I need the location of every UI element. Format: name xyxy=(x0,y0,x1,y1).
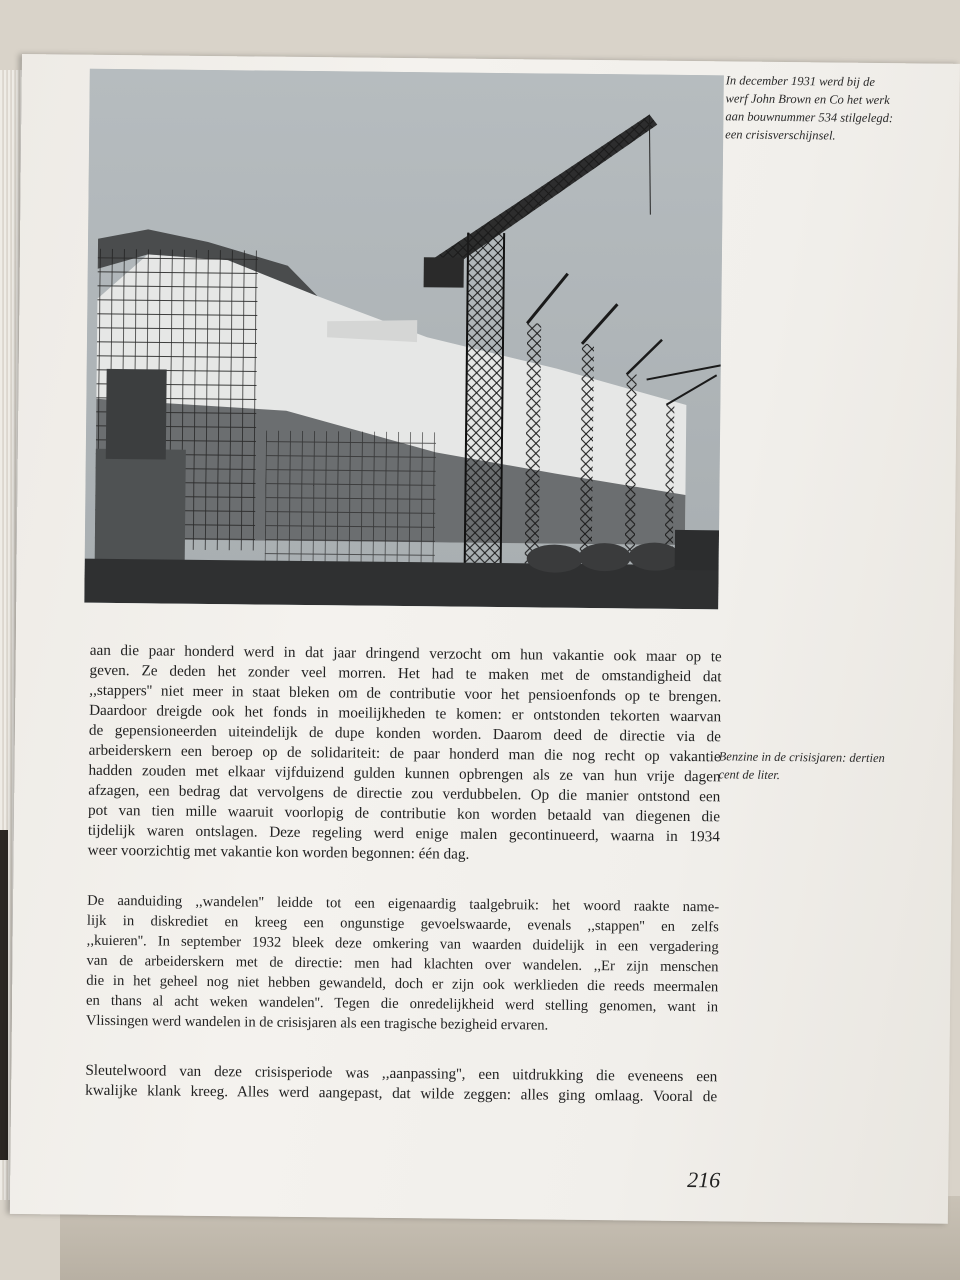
paragraph-vakantie xyxy=(88,641,722,868)
shipyard-photo xyxy=(84,69,724,610)
book-page xyxy=(10,54,960,1224)
text-line: tijdelijk waren ontslagen. Deze regeling werd enige malen gecontinueerd, waarna in 1934 xyxy=(87,821,720,846)
text-line: pot van tien mille waaruit voorlopig de contributie kon worden betaald van diegenen die xyxy=(87,801,721,826)
caption-line: werf John Brown en Co het werk xyxy=(725,91,890,108)
book-cover-edge xyxy=(0,830,8,1160)
text-line: afzagen, een bedrag dat vervolgens de directie zou verdubbelen. Op die manier ontstond een xyxy=(88,781,721,806)
caption-line: cent de liter. xyxy=(718,767,781,782)
side-caption xyxy=(718,747,948,785)
paragraph-wandelen xyxy=(86,891,719,1038)
text-line: hadden zouden met elkaar vijfduizend gulden kunnen opbrengen als ze van hun vrije dagen xyxy=(88,761,721,786)
caption-line: In december 1931 werd bij de xyxy=(725,73,875,89)
text-line: Vlissingen werd wandelen in de crisisjaren als een tragische bezigheid ervaren. xyxy=(85,1012,549,1034)
text-line: lijk in diskrediet en kreeg een ongunstige gevoelswaarde, evenals ,,stappen'' en zelfs xyxy=(86,912,719,936)
text-line: die in het geheel nog niet hebben gewandeld, doch er zijn ook werklieden die reeds meermalen xyxy=(86,972,719,996)
text-line: kwalijke klank kreeg. Alles werd aangepast, dat wilde zeggen: alles ging omlaag. Vooral de xyxy=(85,1081,718,1106)
text-line: Sleutelwoord van deze crisisperiode was ,,aanpassing'', een uitdrukking die eveneens een xyxy=(85,1061,718,1086)
text-line: en thans al acht weken wandelen''. Tegen die onredelijkheid werd stelling genomen, want in xyxy=(86,992,719,1016)
text-line: ,,kuieren''. In september 1932 bleek deze omkering van waarden duidelijk in een vergadering xyxy=(86,932,719,956)
text-line: van de arbeiderskern met de directie: men had klachten over wandelen. ,,Er zijn menschen xyxy=(86,952,719,976)
text-line: de gepensioneerden uiteindelijk de dupe konden worden. Daarom deed de directie via de xyxy=(88,721,721,746)
text-line: geven. Ze deden het zonder veel morren. Het had te maken met de omstandigheid dat xyxy=(89,661,722,686)
paragraph-aanpassing xyxy=(85,1061,717,1108)
text-line: weer voorzichtig met vakantie kon worden begonnen: één dag. xyxy=(87,841,470,863)
text-line: De aanduiding ,,wandelen'' leidde tot een eigenaardig taalgebruik: het woord raakte name- xyxy=(87,892,720,916)
text-line: ,,stappers'' niet meer in staat bleken om de contributie voor het pensioenfonds op te brengen. xyxy=(89,681,722,706)
photo-caption xyxy=(725,71,956,145)
caption-line: een crisisverschijnsel. xyxy=(725,127,836,143)
ship-under-construction-image xyxy=(84,69,724,610)
text-line: Daardoor dreigde ook het fonds in moeilijkheden te komen: er ontstonden tekorten waarvan xyxy=(89,701,722,726)
text-line: arbeiderskern een beroep op de solidariteit: de paar honderd man die nog recht op vakantie xyxy=(88,741,721,766)
page-number: 216 xyxy=(687,1167,721,1193)
text-line: aan die paar honderd werd in dat jaar dringend verzocht om hun vakantie ook maar op te xyxy=(89,641,722,666)
caption-line: Benzine in de crisisjaren: dertien xyxy=(718,749,885,766)
caption-line: aan bouwnummer 534 stilgelegd: xyxy=(725,109,894,126)
